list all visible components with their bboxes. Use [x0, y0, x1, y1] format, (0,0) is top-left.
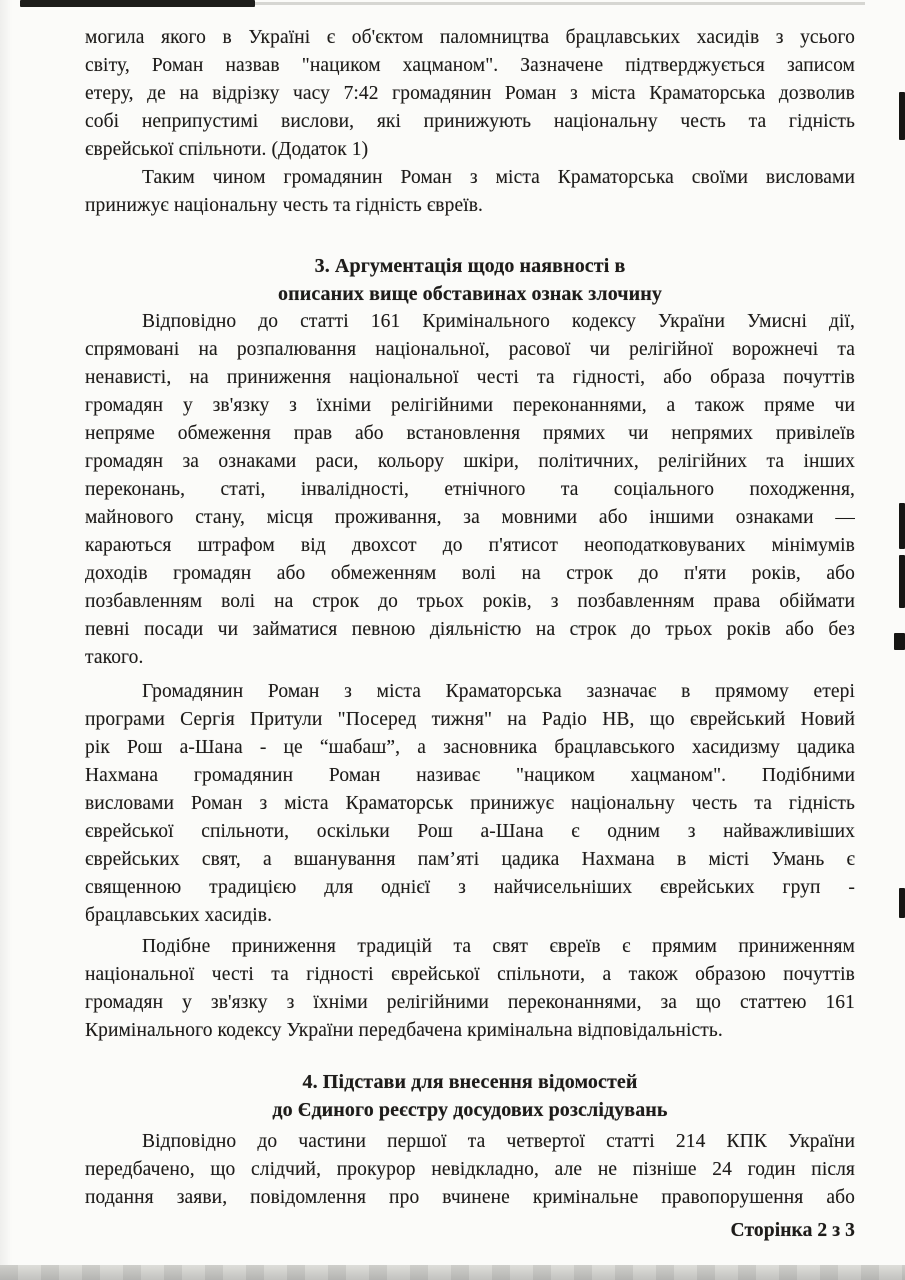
scan-artifact-bottom-band	[0, 1265, 905, 1280]
text-line: Громадянин Роман з міста Краматорська зазначає в прямому етері	[142, 681, 855, 702]
heading-line: 3. Аргументація щодо наявності в	[314, 255, 626, 277]
scan-artifact-right-mark	[899, 888, 905, 918]
text-line: майнового стану, місця проживання, за мовними або іншими ознаками —	[85, 507, 855, 528]
text-line: спрямовані на розпалювання національної, расової чи релігійної ворожнечі та	[85, 339, 855, 360]
text-line: Кримінального кодексу України передбачена кримінальна відповідальність.	[85, 1020, 723, 1041]
text-line: громадян у зв'язку з їхніми релігійними переконаннями, за що статтею 161	[85, 992, 855, 1013]
text-line: програми Сергія Притули "Посеред тижня" на Радіо НВ, що єврейський Новий	[85, 709, 855, 730]
paragraph	[85, 164, 855, 220]
text-line: Подібне приниження традицій та свят євреїв є прямим приниженням	[142, 936, 855, 957]
text-line: непряме обмеження прав або встановлення прямих чи непрямих привілеїв	[85, 423, 855, 444]
section-heading	[85, 252, 855, 308]
text-line: священною традицією для однієї з найчисельніших єврейських груп -	[85, 877, 855, 898]
text-line: єврейської спільноти, оскільки Рош а-Шана є одним з найважливіших	[85, 821, 855, 842]
text-line: етеру, де на відрізку часу 7:42 громадянин Роман з міста Краматорська дозволив	[85, 83, 855, 104]
paragraph	[85, 1128, 855, 1212]
text-block	[85, 24, 855, 1245]
text-line: могила якого в Україні є об'єктом паломництва брацлавських хасидів з усього	[85, 27, 855, 48]
text-line: Нахмана громадянин Роман називає "нациком хацманом". Подібними	[85, 765, 855, 786]
text-line: передбачено, що слідчий, прокурор невідкладно, але не пізніше 24 годин після	[85, 1159, 855, 1180]
text-line: громадян за ознаками раси, кольору шкіри, політичних, релігійних та інших	[85, 451, 855, 472]
page-number-footer: Сторінка 2 з 3	[730, 1220, 855, 1241]
paragraph	[85, 308, 855, 672]
text-line: Відповідно до частини першої та четвертої статті 214 КПК України	[142, 1131, 855, 1152]
text-line: доходів громадян або обмеженням волі на строк до п'яти років, або	[85, 563, 855, 584]
text-line: брацлавських хасидів.	[85, 905, 273, 926]
text-line: ненависті, на приниження національної честі та гідності, або образа почуттів	[85, 367, 855, 388]
scan-artifact-right-mark	[894, 633, 905, 650]
paragraph	[85, 933, 855, 1045]
text-line: Таким чином громадянин Роман з міста Краматорська своїми висловами	[142, 167, 855, 188]
text-line: національної честі та гідності єврейської спільноти, а також образою почуттів	[85, 964, 855, 985]
text-line: собі неприпустимі вислови, які принижують національну честь та гідність	[85, 111, 855, 132]
scan-edge-left-shade	[0, 0, 12, 1280]
text-line: громадян у зв'язку з їхніми релігійними переконаннями, а також пряме чи	[85, 395, 855, 416]
text-line: висловами Роман з міста Краматорськ принижує національну честь та гідність	[85, 793, 855, 814]
text-line: певні посади чи займатися певною діяльністю на строк до трьох років або без	[85, 619, 855, 640]
text-line: єврейських свят, а вшанування пам’яті цадика Нахмана в місті Умань є	[85, 849, 855, 870]
text-line: принижує національну честь та гідність євреїв.	[85, 195, 483, 216]
scan-artifact-right-mark	[899, 92, 905, 140]
scan-artifact-top-line	[255, 2, 865, 5]
scan-artifact-top-bar	[20, 0, 255, 7]
paragraph	[85, 678, 855, 930]
section-heading	[85, 1068, 855, 1124]
text-line: переконань, статі, інвалідності, етнічного та соціального походження,	[85, 479, 855, 500]
text-line: позбавленням волі на строк до трьох років, з позбавленням права обіймати	[85, 591, 855, 612]
text-line: подання заяви, повідомлення про вчинене кримінальне правопорушення або	[85, 1187, 855, 1208]
text-line: рік Рош а-Шана - це “шабаш”, а засновника брацлавського хасидизму цадика	[85, 737, 855, 758]
text-line: єврейської спільноти. (Додаток 1)	[85, 139, 369, 160]
heading-line: 4. Підстави для внесення відомостей	[302, 1071, 638, 1093]
text-line: Відповідно до статті 161 Кримінального кодексу України Умисні дії,	[142, 311, 855, 332]
scan-artifact-right-mark	[899, 503, 905, 549]
text-line: світу, Роман назвав "нациком хацманом". Зазначене підтверджується записом	[85, 55, 855, 76]
text-line: караються штрафом від двохсот до п'ятисот неоподатковуваних мінімумів	[85, 535, 855, 556]
paragraph	[85, 24, 855, 164]
heading-line: описаних вище обставинах ознак злочину	[277, 283, 663, 305]
scan-artifact-right-mark	[899, 555, 905, 608]
text-line: такого.	[85, 647, 144, 668]
heading-line: до Єдиного реєстру досудових розслідувань	[272, 1099, 668, 1121]
